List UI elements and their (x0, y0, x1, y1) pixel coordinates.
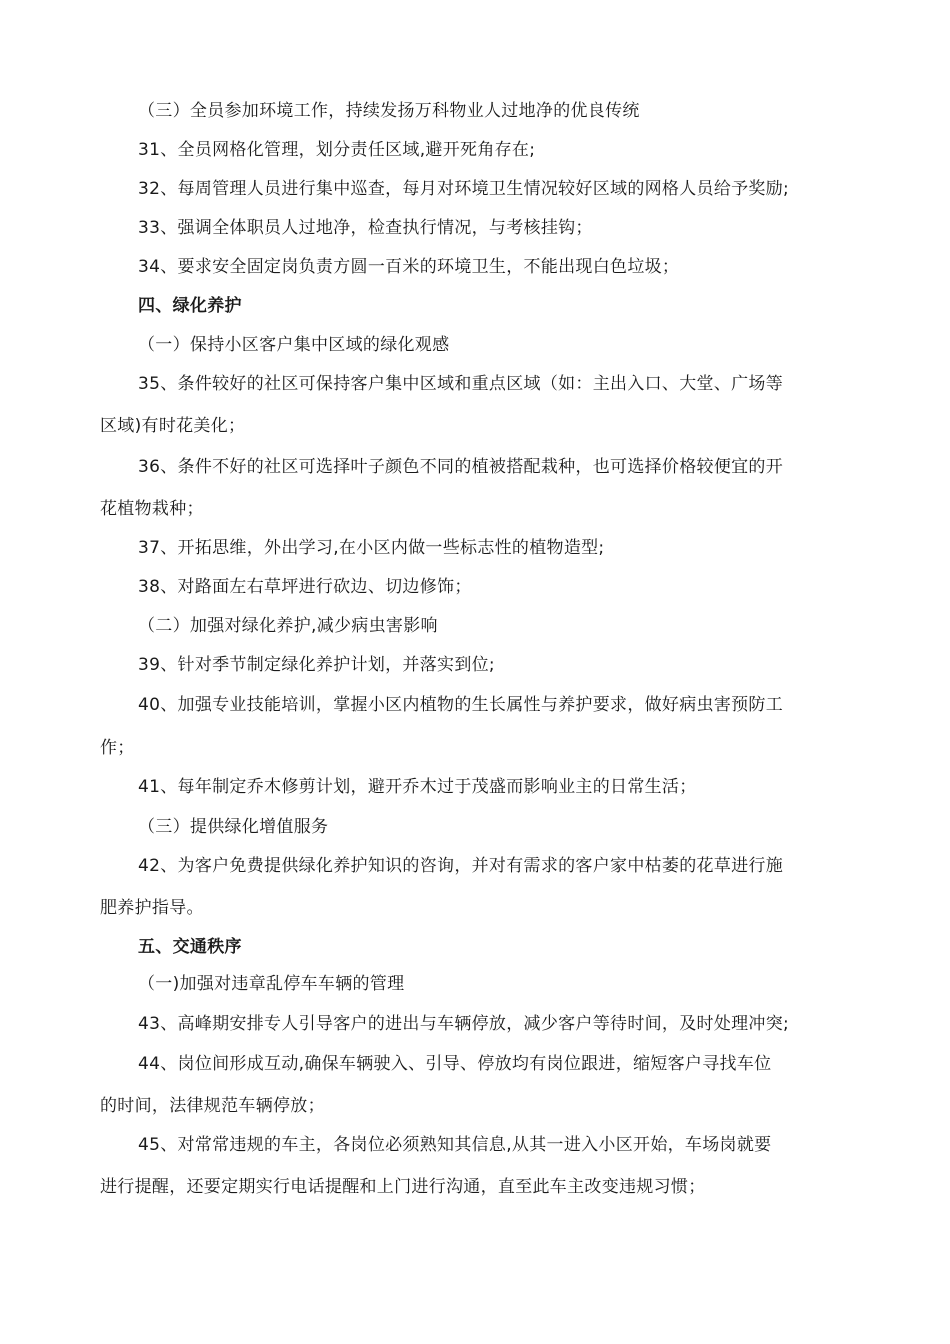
section-heading: 五、交通秩序 (138, 937, 242, 957)
list-item: 36、条件不好的社区可选择叶子颜色不同的植被搭配栽种，也可选择价格较便宜的开 (138, 457, 784, 477)
subsection-heading: （一)加强对违章乱停车车辆的管理 (138, 974, 405, 994)
subsection-heading: （三）提供绿化增值服务 (138, 817, 329, 837)
list-item: 31、全员网格化管理，划分责任区域,避开死角存在; (138, 140, 536, 160)
list-item: 37、开拓思维，外出学习,在小区内做一些标志性的植物造型; (138, 538, 605, 558)
subsection-heading: （二）加强对绿化养护,减少病虫害影响 (138, 616, 438, 636)
list-item: 38、对路面左右草坪进行砍边、切边修饰； (138, 577, 472, 597)
list-item: 34、要求安全固定岗负责方圆一百米的环境卫生，不能出现白色垃圾； (138, 257, 680, 277)
list-item-continuation: 区域)有时花美化； (100, 416, 246, 436)
list-item: 41、每年制定乔木修剪计划，避开乔木过于茂盛而影响业主的日常生活； (138, 777, 697, 797)
list-item: 43、高峰期安排专人引导客户的进出与车辆停放，减少客户等待时间，及时处理冲突; (138, 1014, 790, 1034)
list-item-continuation: 肥养护指导。 (100, 898, 204, 918)
list-item: 33、强调全体职员人过地净，检查执行情况，与考核挂钩； (138, 218, 593, 238)
list-item: 40、加强专业技能培训，掌握小区内植物的生长属性与养护要求，做好病虫害预防工 (138, 695, 784, 715)
list-item: 39、针对季节制定绿化养护计划，并落实到位; (138, 655, 495, 675)
list-item-continuation: 进行提醒，还要定期实行电话提醒和上门进行沟通，直至此车主改变违规习惯； (100, 1177, 706, 1197)
list-item: 35、条件较好的社区可保持客户集中区域和重点区域（如：主出入口、大堂、广场等 (138, 374, 784, 394)
list-item: 42、为客户免费提供绿化养护知识的咨询，并对有需求的客户家中枯萎的花草进行施 (138, 856, 784, 876)
list-item-continuation: 花植物栽种； (100, 499, 204, 519)
section-heading: 四、绿化养护 (138, 296, 242, 316)
list-item: 32、每周管理人员进行集中巡查，每月对环境卫生情况较好区域的网格人员给予奖励; (138, 179, 790, 199)
subsection-heading: （三）全员参加环境工作，持续发扬万科物业人过地净的优良传统 (138, 101, 640, 121)
list-item-continuation: 作； (100, 738, 135, 758)
list-item: 44、岗位间形成互动,确保车辆驶入、引导、停放均有岗位跟进，缩短客户寻找车位 (138, 1054, 772, 1074)
list-item: 45、对常常违规的车主，各岗位必须熟知其信息,从其一进入小区开始，车场岗就要 (138, 1135, 772, 1155)
subsection-heading: （一）保持小区客户集中区域的绿化观感 (138, 335, 450, 355)
list-item-continuation: 的时间，法律规范车辆停放； (100, 1096, 325, 1116)
